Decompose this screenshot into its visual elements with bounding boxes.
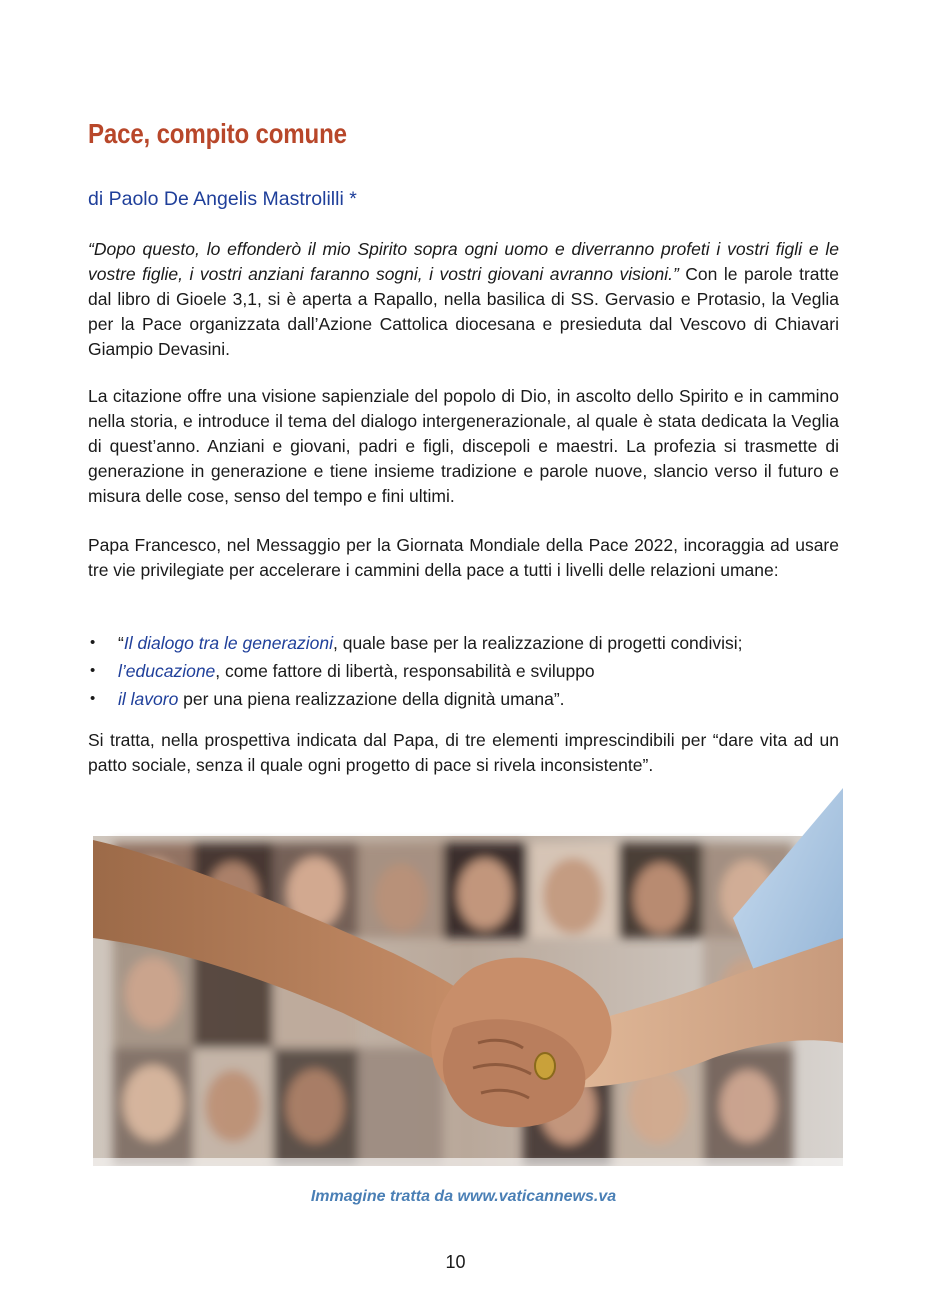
paragraph-intro [88, 237, 839, 362]
list-item [88, 685, 839, 713]
bullet-marker: • [90, 690, 96, 707]
scripture-quote: “Dopo questo, lo effonderò il mio Spirito sopra ogni uomo e diverranno profeti i vostri figli e le vostre figlie, i vostri anziani faranno sogni, i vostri giovani avranno visioni.” [88, 239, 839, 284]
bullet-list [88, 629, 839, 713]
bullet-highlight: Il dialogo tra le generazioni [123, 633, 333, 653]
handshake-photo [93, 788, 843, 1166]
article-byline: di Paolo De Angelis Mastrolilli * [88, 188, 357, 210]
paragraph-papa-francesco: Papa Francesco, nel Messaggio per la Giornata Mondiale della Pace 2022, incoraggia ad usare tre vie privilegiate per accelerare i cammini della pace a tutti i livelli delle relazioni umane: [88, 535, 839, 580]
page-number: 10 [445, 1252, 466, 1272]
paragraph-conclusion: Si tratta, nella prospettiva indicata dal Papa, di tre elementi imprescindibili per “dare vita ad un patto sociale, senza il quale ogni progetto di pace si rivela inconsistente”. [88, 730, 839, 775]
intro-text: Con le parole tratte dal libro di Gioele 3,1, si è aperta a Rapallo, nella basilica di SS. Gervasio e Protasio, la Veglia per la Pace organizzata dall’Azione Cattolica diocesana e presieduta dal Vescovo di Chiavari Giampio Devasini. [88, 264, 839, 359]
bullet-text: , quale base per la realizzazione di progetti condivisi; [333, 633, 743, 653]
bullet-highlight: il lavoro [118, 689, 179, 709]
bullet-highlight: l’educazione [118, 661, 216, 681]
bullet-marker: • [90, 634, 96, 651]
bullet-prefix: “ [118, 633, 124, 653]
list-item [88, 657, 839, 685]
article-title: Pace, compito comune [88, 118, 347, 149]
list-item [88, 629, 839, 657]
paragraph-citation: La citazione offre una visione sapienziale del popolo di Dio, in ascolto dello Spirito e in cammino nella storia, e introduce il tema del dialogo intergenerazionale, al quale è stata dedicata la Veglia di quest’anno. Anziani e giovani, padri e figli, discepoli e maestri. La profezia si trasmette di generazione in generazione e tiene insieme tradizione e parole nuove, slancio verso il futuro e misura delle cose, senso del tempo e fini ultimi. [88, 386, 839, 506]
image-caption: Immagine tratta da www.vaticannews.va [310, 1188, 617, 1205]
bullet-text: per una piena realizzazione della dignità umana”. [178, 689, 565, 709]
bullet-text: , come fattore di libertà, responsabilità e sviluppo [215, 661, 595, 681]
bullet-marker: • [90, 662, 96, 679]
